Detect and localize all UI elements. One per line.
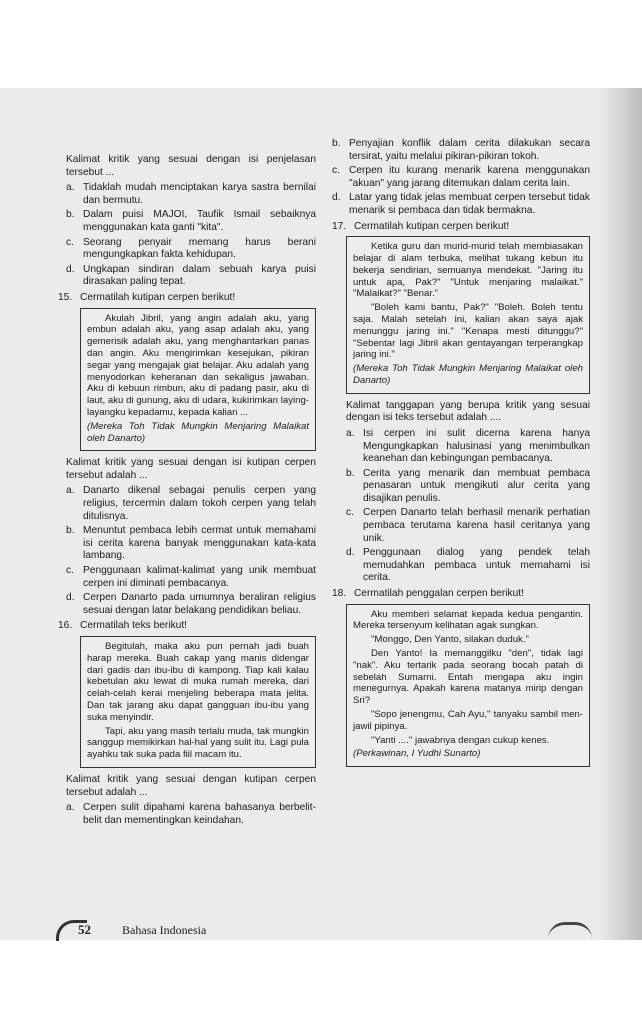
intro-options: [66, 182, 316, 289]
option-b: b. Menuntut pembaca lebih cermat untuk memahami isi cerita karena banyak menggunakan kata-kata lambang.: [66, 525, 316, 562]
question-number: 15.: [58, 291, 73, 303]
question-number: 16.: [58, 620, 73, 632]
quote-source: (Mereka Toh Tidak Mungkin Menjaring Malaikat oleh Danarto): [353, 363, 583, 386]
quote-box-17: [346, 236, 590, 394]
question-number: 18.: [332, 588, 347, 600]
quote-box-15: [80, 308, 316, 452]
option-a: a. Tidaklah mudah menciptakan karya sastra bernilai dan bermutu.: [66, 182, 316, 206]
quote-paragraph: Begitulah, maka aku pun pernah jadi buah harap mereka. Buah cakap yang manis didengar dari gadis dan ibu-ibu di kampong. Tiap kali kalau kebetulan aku lewat di muka rumah mereka, dari celah-celah kerai menjeling beberapa mata jelita. Dan tak jarang aku dapat gangguan ibu-ibu yang suka menyindir.: [87, 641, 309, 723]
question-16-header: [58, 620, 316, 633]
quote-source: (Perkawinan, I Yudhi Sunarto): [353, 748, 481, 760]
quote-paragraph: Tapi, aku yang masih terlalu muda, tak mungkin sanggup memikirkan hal-hal yang sulit itu. Lagi pula ayahku tak suka pada fiil macam itu.: [87, 725, 309, 761]
question-16-stem: Kalimat kritik yang sesuai dengan kutipan cerpen tersebut adalah ...: [66, 773, 316, 798]
question-17-header: [332, 221, 590, 234]
question-title: Cermatilah kutipan cerpen berikut!: [354, 220, 510, 232]
quote-paragraph: Akulah Jibril, yang angin adalah aku, yang embun adalah aku, yang asap adalah aku, yang gemerisik adalah aku, yang menghantarkan panas dan angin. Aku mengirimkan kesejukan, pikiran segar yang mengajak giat belajar. Aku adalah yang menyodorkan keheranan dan sekaligus jawaban. Aku di kebuun rimbun, aku di padang pasir, aku di laut, aku di gunung, aku di udara, kukirimkan laying-layangku kepadamu, kepada kalian ...: [87, 312, 309, 418]
question-title: Cermatilah penggalan cerpen berikut!: [354, 588, 524, 600]
option-b: b. Cerita yang menarik dan membuat pembaca penasaran untuk mengikuti alur cerita yang disajikan penulis.: [346, 467, 590, 504]
right-column: [332, 138, 590, 773]
option-d: d. Ungkapan sindiran dalam sebuah karya puisi dirasakan paling tepat.: [66, 263, 316, 288]
quote-source: (Mereka Toh Tidak Mungkin Menjaring Malaikat oleh Danarto): [87, 420, 309, 444]
book-title: Bahasa Indonesia: [122, 923, 207, 937]
option-c: c. Cerpen Danarto telah berhasil menarik perhatian pembaca terutama karena hasil ceritanya yang unik.: [346, 507, 590, 544]
intro-stem: Kalimat kritik yang sesuai dengan isi penjelasan tersebut ...: [66, 154, 316, 178]
option-b: b. Dalam puisi MAJOI, Taufik Ismail sebaiknya menggunakan kata ganti "kita".: [66, 209, 316, 233]
option-d: d. Penggunaan dialog yang pendek telah memudahkan pembaca untuk memahami isi cerita.: [346, 547, 590, 584]
option-d: d. Latar yang tidak jelas membuat cerpen tersebut tidak menarik si pembaca dan tidak bermakna.: [332, 192, 590, 216]
option-a: a. Cerpen sulit dipahami karena bahasanya berbelit-belit dan mementingkan keindahan.: [66, 802, 316, 826]
quote-paragraph: Ketika guru dan murid-murid telah membiasakan belajar di alam terbuka, melihat tukang kebun itu bekerja sendirian, semuanya mendekat. "Jaring itu untuk apa, Pak?" "Untuk menjaring malaikat." "Malaikat?" "Benar.": [353, 241, 583, 300]
option-c: c. Cerpen itu kurang menarik karena menggunakan "akuan" yang jarang ditemukan dalam cerita lain.: [332, 165, 590, 189]
page-number: 52: [78, 922, 91, 937]
option-b: b. Penyajian konflik dalam cerita dilakukan secara tersirat, yaitu melalui pikiran-pikiran tokoh.: [332, 138, 590, 162]
quote-box-16: [80, 636, 316, 768]
question-17-stem: Kalimat tanggapan yang berupa kritik yang sesuai dengan isi teks tersebut adalah ....: [346, 399, 590, 424]
option-c: c. Penggunaan kalimat-kalimat yang unik membuat cerpen ini diminati pembacanya.: [66, 565, 316, 589]
page-footer: [48, 920, 608, 940]
quote-paragraph: "Sopo jenengmu, Cah Ayu," tanyaku sambil men-jawil pipinya.: [353, 709, 583, 732]
quote-paragraph: Aku memberi selamat kepada kedua pengantin. Mereka tersenyum kelihatan agak sungkan.: [353, 608, 583, 632]
question-title: Cermatilah teks berikut!: [80, 620, 188, 632]
option-c: c. Seorang penyair memang harus berani mengungkapkan fakta kehidupan.: [66, 236, 316, 261]
option-a: a. Isi cerpen ini sulit dicerna karena hanya Mengungkapkan halusinasi yang menimbulkan keanehan dan kebingungan pembacanya.: [346, 427, 590, 465]
quote-paragraph: "Boleh kami bantu, Pak?" "Boleh. Boleh tentu saja. Malah setelah ini, kalian akan saya ajak menunggu jaring ini." "Kenapa mesti ditunggu?" "Sebentar lagi Jibril akan gentayangan terperangkap jaring ini.": [353, 302, 583, 361]
question-15-header: [58, 292, 316, 305]
quote-paragraph: "Yanti ...." jawabnya dengan cukup kenes.: [371, 734, 550, 746]
question-number: 17.: [332, 220, 347, 232]
option-a: a. Danarto dikenal sebagai penulis cerpen yang religius, tercermin dalam tokoh cerpen yang telah ditulisnya.: [66, 485, 316, 522]
question-title: Cermatilah kutipan cerpen berikut!: [80, 291, 236, 303]
left-column: [58, 150, 316, 829]
quote-box-18: [346, 604, 590, 768]
question-15-stem: Kalimat kritik yang sesuai dengan isi kutipan cerpen tersebut adalah ...: [66, 457, 316, 481]
decorative-arc: [548, 922, 592, 939]
option-d: d. Cerpen Danarto pada umumnya beraliran religius sesuai dengan latar belakang pendidikan beliau.: [66, 592, 316, 616]
question-18-header: [332, 588, 590, 601]
quote-paragraph: Den Yanto! Ia memanggilku "den", tidak lagi "nak". Aku tertarik pada seorang bocah patah di sebelah Sumarni. Entah mengapa aku ingin menegurnya. Apakah karena matanya mirip dengan Sri?: [353, 648, 583, 707]
quote-paragraph: "Monggo, Den Yanto, silakan duduk.": [371, 634, 529, 646]
book-spine-shadow: [600, 88, 642, 940]
